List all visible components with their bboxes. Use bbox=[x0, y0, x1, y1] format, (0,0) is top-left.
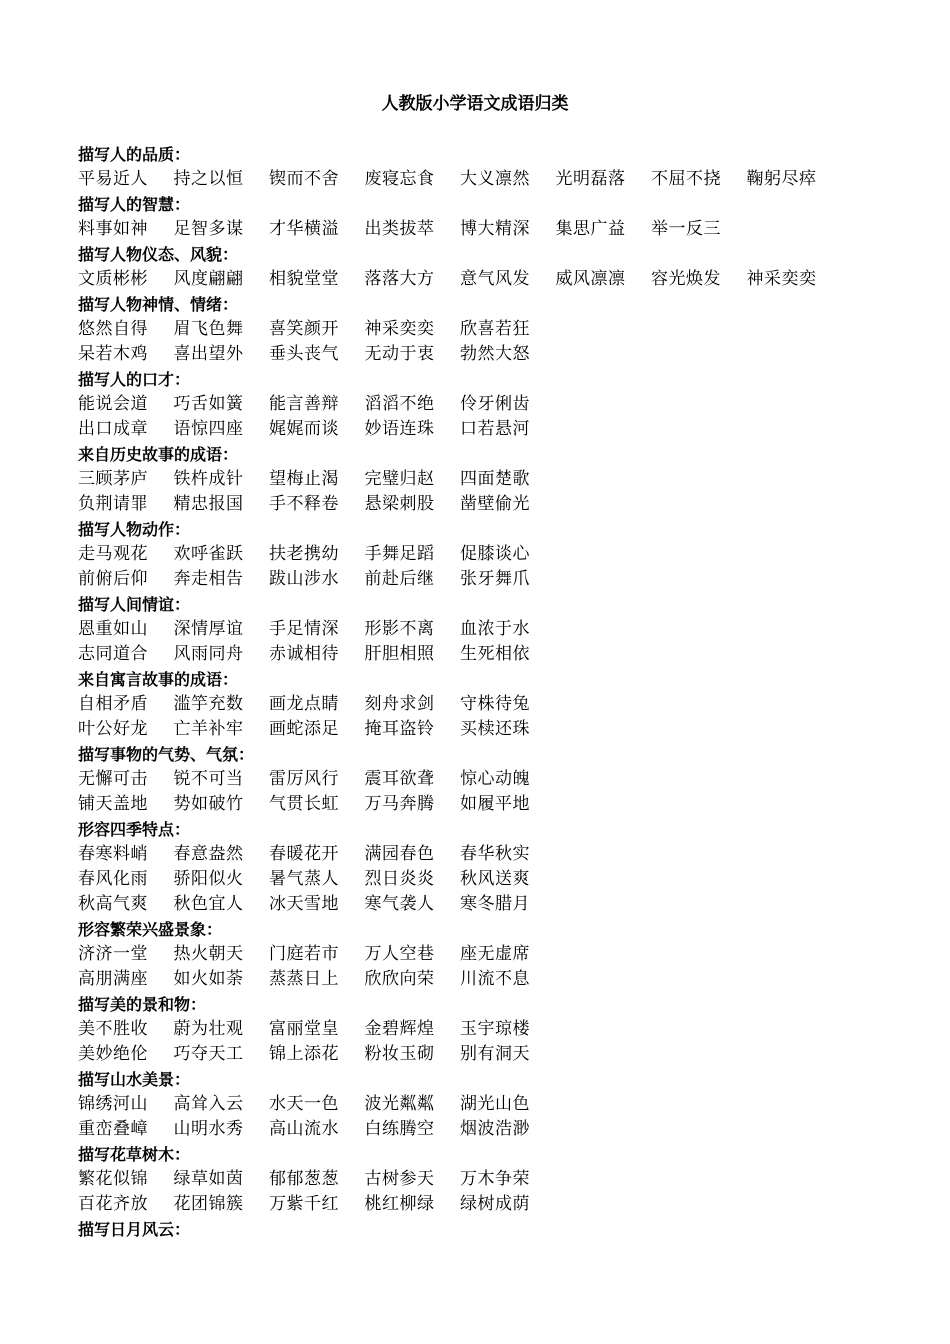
idiom-row bbox=[78, 892, 938, 917]
idiom-item: 悬梁刺股 bbox=[364, 494, 435, 514]
idiom-item: 大义凛然 bbox=[460, 169, 530, 189]
idiom-item: 万紫千红 bbox=[269, 1194, 339, 1214]
idiom-item: 买椟还珠 bbox=[460, 719, 530, 739]
section-heading: 描写人的口才： bbox=[78, 370, 191, 389]
idiom-item: 恩重如山 bbox=[78, 619, 148, 639]
idiom-item: 妙语连珠 bbox=[364, 419, 435, 439]
idiom-item: 手足情深 bbox=[269, 619, 339, 639]
idiom-item: 美不胜收 bbox=[78, 1019, 148, 1039]
idiom-row bbox=[78, 617, 938, 642]
idiom-row bbox=[78, 217, 938, 242]
idiom-item: 花团锦簇 bbox=[173, 1194, 244, 1214]
idiom-item: 无懈可击 bbox=[78, 769, 148, 789]
idiom-item: 赤诚相待 bbox=[269, 644, 339, 664]
idiom-item: 春意盎然 bbox=[173, 844, 244, 864]
idiom-item: 白练腾空 bbox=[364, 1119, 435, 1139]
idiom-item: 巧舌如簧 bbox=[173, 394, 244, 414]
idiom-item: 容光焕发 bbox=[651, 269, 721, 289]
idiom-item: 凿壁偷光 bbox=[460, 494, 530, 514]
idiom-list bbox=[78, 142, 938, 1242]
idiom-item: 势如破竹 bbox=[173, 794, 244, 814]
idiom-item: 别有洞天 bbox=[460, 1044, 530, 1064]
idiom-row bbox=[78, 1192, 938, 1217]
idiom-item: 水天一色 bbox=[269, 1094, 339, 1114]
page-title: 人教版小学语文成语归类 bbox=[381, 94, 569, 114]
idiom-item: 万马奔腾 bbox=[364, 794, 435, 814]
idiom-item: 肝胆相照 bbox=[364, 644, 435, 664]
section-heading: 描写山水美景： bbox=[78, 1070, 191, 1089]
idiom-item: 蒸蒸日上 bbox=[269, 969, 339, 989]
idiom-item: 座无虚席 bbox=[460, 944, 530, 964]
idiom-item: 志同道合 bbox=[78, 644, 148, 664]
idiom-item: 垂头丧气 bbox=[269, 344, 339, 364]
idiom-item: 平易近人 bbox=[78, 169, 148, 189]
idiom-row bbox=[78, 1167, 938, 1192]
idiom-item: 高耸入云 bbox=[173, 1094, 244, 1114]
idiom-item: 门庭若市 bbox=[269, 944, 339, 964]
idiom-item: 满园春色 bbox=[364, 844, 435, 864]
idiom-item: 守株待兔 bbox=[460, 694, 530, 714]
idiom-row bbox=[78, 1017, 938, 1042]
idiom-item: 落落大方 bbox=[364, 269, 435, 289]
idiom-item: 万人空巷 bbox=[364, 944, 435, 964]
section-heading: 形容繁荣兴盛景象： bbox=[78, 920, 223, 939]
section-heading: 描写日月风云： bbox=[78, 1220, 191, 1239]
idiom-item: 光明磊落 bbox=[555, 169, 626, 189]
idiom-item: 春风化雨 bbox=[78, 869, 148, 889]
idiom-row bbox=[78, 867, 938, 892]
idiom-item: 秋色宜人 bbox=[173, 894, 244, 914]
idiom-item: 出口成章 bbox=[78, 419, 148, 439]
idiom-item: 精忠报国 bbox=[173, 494, 244, 514]
idiom-item: 重峦叠嶂 bbox=[78, 1119, 148, 1139]
idiom-item: 意气风发 bbox=[460, 269, 530, 289]
section-heading: 描写人物动作： bbox=[78, 520, 191, 539]
idiom-item: 铺天盖地 bbox=[78, 794, 148, 814]
section-heading: 来自寓言故事的成语： bbox=[78, 670, 239, 689]
idiom-item: 百花齐放 bbox=[78, 1194, 148, 1214]
idiom-item: 风度翩翩 bbox=[173, 269, 244, 289]
section-heading: 描写人的智慧： bbox=[78, 195, 191, 214]
idiom-item: 完璧归赵 bbox=[364, 469, 435, 489]
idiom-row bbox=[78, 417, 938, 442]
idiom-row bbox=[78, 1092, 938, 1117]
idiom-item: 春暖花开 bbox=[269, 844, 339, 864]
idiom-item: 气贯长虹 bbox=[269, 794, 339, 814]
idiom-item: 喜出望外 bbox=[173, 344, 244, 364]
idiom-item: 走马观花 bbox=[78, 544, 148, 564]
idiom-item: 铁杵成针 bbox=[173, 469, 244, 489]
idiom-item: 手舞足蹈 bbox=[364, 544, 435, 564]
idiom-item: 震耳欲聋 bbox=[364, 769, 435, 789]
section-heading: 描写人间情谊： bbox=[78, 595, 191, 614]
idiom-item: 蔚为壮观 bbox=[173, 1019, 244, 1039]
idiom-item: 勃然大怒 bbox=[460, 344, 530, 364]
idiom-item: 望梅止渴 bbox=[269, 469, 339, 489]
idiom-row bbox=[78, 1117, 938, 1142]
idiom-item: 锦绣河山 bbox=[78, 1094, 148, 1114]
section-heading: 描写花草树木： bbox=[78, 1145, 191, 1164]
idiom-item: 画蛇添足 bbox=[269, 719, 339, 739]
idiom-row bbox=[78, 467, 938, 492]
idiom-item: 高山流水 bbox=[269, 1119, 339, 1139]
idiom-item: 相貌堂堂 bbox=[269, 269, 339, 289]
idiom-row bbox=[78, 967, 938, 992]
idiom-item: 绿草如茵 bbox=[173, 1169, 244, 1189]
section-heading: 描写事物的气势、气氛： bbox=[78, 745, 255, 764]
idiom-row bbox=[78, 567, 938, 592]
idiom-item: 神采奕奕 bbox=[364, 319, 435, 339]
idiom-item: 惊心动魄 bbox=[460, 769, 530, 789]
idiom-item: 废寝忘食 bbox=[364, 169, 435, 189]
idiom-item: 能言善辩 bbox=[269, 394, 339, 414]
idiom-item: 威风凛凛 bbox=[555, 269, 626, 289]
idiom-item: 自相矛盾 bbox=[78, 694, 148, 714]
idiom-item: 如火如荼 bbox=[173, 969, 244, 989]
idiom-item: 文质彬彬 bbox=[78, 269, 148, 289]
section-heading: 来自历史故事的成语： bbox=[78, 445, 239, 464]
idiom-item: 桃红柳绿 bbox=[364, 1194, 435, 1214]
idiom-item: 跋山涉水 bbox=[269, 569, 339, 589]
idiom-item: 烟波浩渺 bbox=[460, 1119, 530, 1139]
idiom-item: 喜笑颜开 bbox=[269, 319, 339, 339]
idiom-item: 寒气袭人 bbox=[364, 894, 435, 914]
idiom-item: 欣喜若狂 bbox=[460, 319, 530, 339]
idiom-item: 冰天雪地 bbox=[269, 894, 339, 914]
idiom-item: 欣欣向荣 bbox=[364, 969, 435, 989]
idiom-item: 济济一堂 bbox=[78, 944, 148, 964]
idiom-item: 料事如神 bbox=[78, 219, 148, 239]
idiom-item: 四面楚歌 bbox=[460, 469, 530, 489]
idiom-item: 口若悬河 bbox=[460, 419, 530, 439]
idiom-item: 湖光山色 bbox=[460, 1094, 530, 1114]
idiom-item: 锲而不舍 bbox=[269, 169, 339, 189]
idiom-item: 伶牙俐齿 bbox=[460, 394, 530, 414]
idiom-item: 富丽堂皇 bbox=[269, 1019, 339, 1039]
idiom-item: 集思广益 bbox=[555, 219, 626, 239]
idiom-item: 亡羊补牢 bbox=[173, 719, 244, 739]
idiom-item: 繁花似锦 bbox=[78, 1169, 148, 1189]
idiom-item: 烈日炎炎 bbox=[364, 869, 435, 889]
idiom-row bbox=[78, 692, 938, 717]
idiom-item: 悠然自得 bbox=[78, 319, 148, 339]
section-heading: 描写人物神情、情绪： bbox=[78, 295, 239, 314]
idiom-row bbox=[78, 1042, 938, 1067]
idiom-item: 秋高气爽 bbox=[78, 894, 148, 914]
idiom-item: 秋风送爽 bbox=[460, 869, 530, 889]
idiom-item: 鞠躬尽瘁 bbox=[746, 169, 817, 189]
idiom-item: 娓娓而谈 bbox=[269, 419, 339, 439]
idiom-item: 手不释卷 bbox=[269, 494, 339, 514]
idiom-row bbox=[78, 767, 938, 792]
idiom-item: 持之以恒 bbox=[173, 169, 244, 189]
idiom-item: 滔滔不绝 bbox=[364, 394, 435, 414]
idiom-item: 三顾茅庐 bbox=[78, 469, 148, 489]
idiom-item: 风雨同舟 bbox=[173, 644, 244, 664]
idiom-item: 扶老携幼 bbox=[269, 544, 339, 564]
idiom-item: 能说会道 bbox=[78, 394, 148, 414]
idiom-item: 绿树成荫 bbox=[460, 1194, 530, 1214]
section-heading: 描写美的景和物： bbox=[78, 995, 207, 1014]
idiom-item: 寒冬腊月 bbox=[460, 894, 530, 914]
idiom-item: 锦上添花 bbox=[269, 1044, 339, 1064]
idiom-item: 波光粼粼 bbox=[364, 1094, 435, 1114]
idiom-item: 不屈不挠 bbox=[651, 169, 721, 189]
idiom-item: 巧夺天工 bbox=[173, 1044, 244, 1064]
idiom-row bbox=[78, 492, 938, 517]
idiom-item: 古树参天 bbox=[364, 1169, 435, 1189]
idiom-item: 万木争荣 bbox=[460, 1169, 530, 1189]
idiom-item: 眉飞色舞 bbox=[173, 319, 244, 339]
idiom-row bbox=[78, 342, 938, 367]
idiom-item: 川流不息 bbox=[460, 969, 530, 989]
idiom-row bbox=[78, 167, 938, 192]
idiom-row bbox=[78, 267, 938, 292]
idiom-row bbox=[78, 642, 938, 667]
idiom-item: 无动于衷 bbox=[364, 344, 435, 364]
idiom-item: 出类拔萃 bbox=[364, 219, 435, 239]
idiom-item: 才华横溢 bbox=[269, 219, 339, 239]
idiom-item: 玉宇琼楼 bbox=[460, 1019, 530, 1039]
idiom-item: 滥竽充数 bbox=[173, 694, 244, 714]
idiom-item: 形影不离 bbox=[364, 619, 435, 639]
idiom-row bbox=[78, 542, 938, 567]
idiom-item: 雷厉风行 bbox=[269, 769, 339, 789]
idiom-item: 高朋满座 bbox=[78, 969, 148, 989]
section-heading: 形容四季特点： bbox=[78, 820, 191, 839]
idiom-item: 叶公好龙 bbox=[78, 719, 148, 739]
section-heading: 描写人物仪态、风貌： bbox=[78, 245, 239, 264]
idiom-item: 美妙绝伦 bbox=[78, 1044, 148, 1064]
idiom-item: 骄阳似火 bbox=[173, 869, 244, 889]
idiom-item: 如履平地 bbox=[460, 794, 530, 814]
section-heading: 描写人的品质： bbox=[78, 145, 191, 164]
idiom-item: 张牙舞爪 bbox=[460, 569, 530, 589]
idiom-row bbox=[78, 392, 938, 417]
idiom-item: 粉妆玉砌 bbox=[364, 1044, 435, 1064]
idiom-item: 生死相依 bbox=[460, 644, 530, 664]
idiom-item: 举一反三 bbox=[651, 219, 721, 239]
idiom-item: 郁郁葱葱 bbox=[269, 1169, 339, 1189]
idiom-item: 锐不可当 bbox=[173, 769, 244, 789]
idiom-row bbox=[78, 317, 938, 342]
idiom-item: 足智多谋 bbox=[173, 219, 244, 239]
idiom-item: 血浓于水 bbox=[460, 619, 530, 639]
idiom-item: 画龙点睛 bbox=[269, 694, 339, 714]
idiom-item: 神采奕奕 bbox=[746, 269, 817, 289]
idiom-row bbox=[78, 842, 938, 867]
idiom-item: 欢呼雀跃 bbox=[173, 544, 244, 564]
idiom-item: 博大精深 bbox=[460, 219, 530, 239]
idiom-item: 呆若木鸡 bbox=[78, 344, 148, 364]
idiom-item: 前俯后仰 bbox=[78, 569, 148, 589]
idiom-item: 暑气蒸人 bbox=[269, 869, 339, 889]
idiom-row bbox=[78, 792, 938, 817]
idiom-item: 掩耳盗铃 bbox=[364, 719, 435, 739]
idiom-item: 金碧辉煌 bbox=[364, 1019, 435, 1039]
idiom-item: 前赴后继 bbox=[364, 569, 435, 589]
idiom-item: 山明水秀 bbox=[173, 1119, 244, 1139]
idiom-item: 语惊四座 bbox=[173, 419, 244, 439]
idiom-item: 刻舟求剑 bbox=[364, 694, 435, 714]
idiom-item: 负荆请罪 bbox=[78, 494, 148, 514]
idiom-item: 促膝谈心 bbox=[460, 544, 530, 564]
idiom-row bbox=[78, 942, 938, 967]
idiom-item: 深情厚谊 bbox=[173, 619, 244, 639]
idiom-item: 热火朝天 bbox=[173, 944, 244, 964]
idiom-item: 春寒料峭 bbox=[78, 844, 148, 864]
idiom-row bbox=[78, 717, 938, 742]
idiom-item: 奔走相告 bbox=[173, 569, 244, 589]
idiom-item: 春华秋实 bbox=[460, 844, 530, 864]
